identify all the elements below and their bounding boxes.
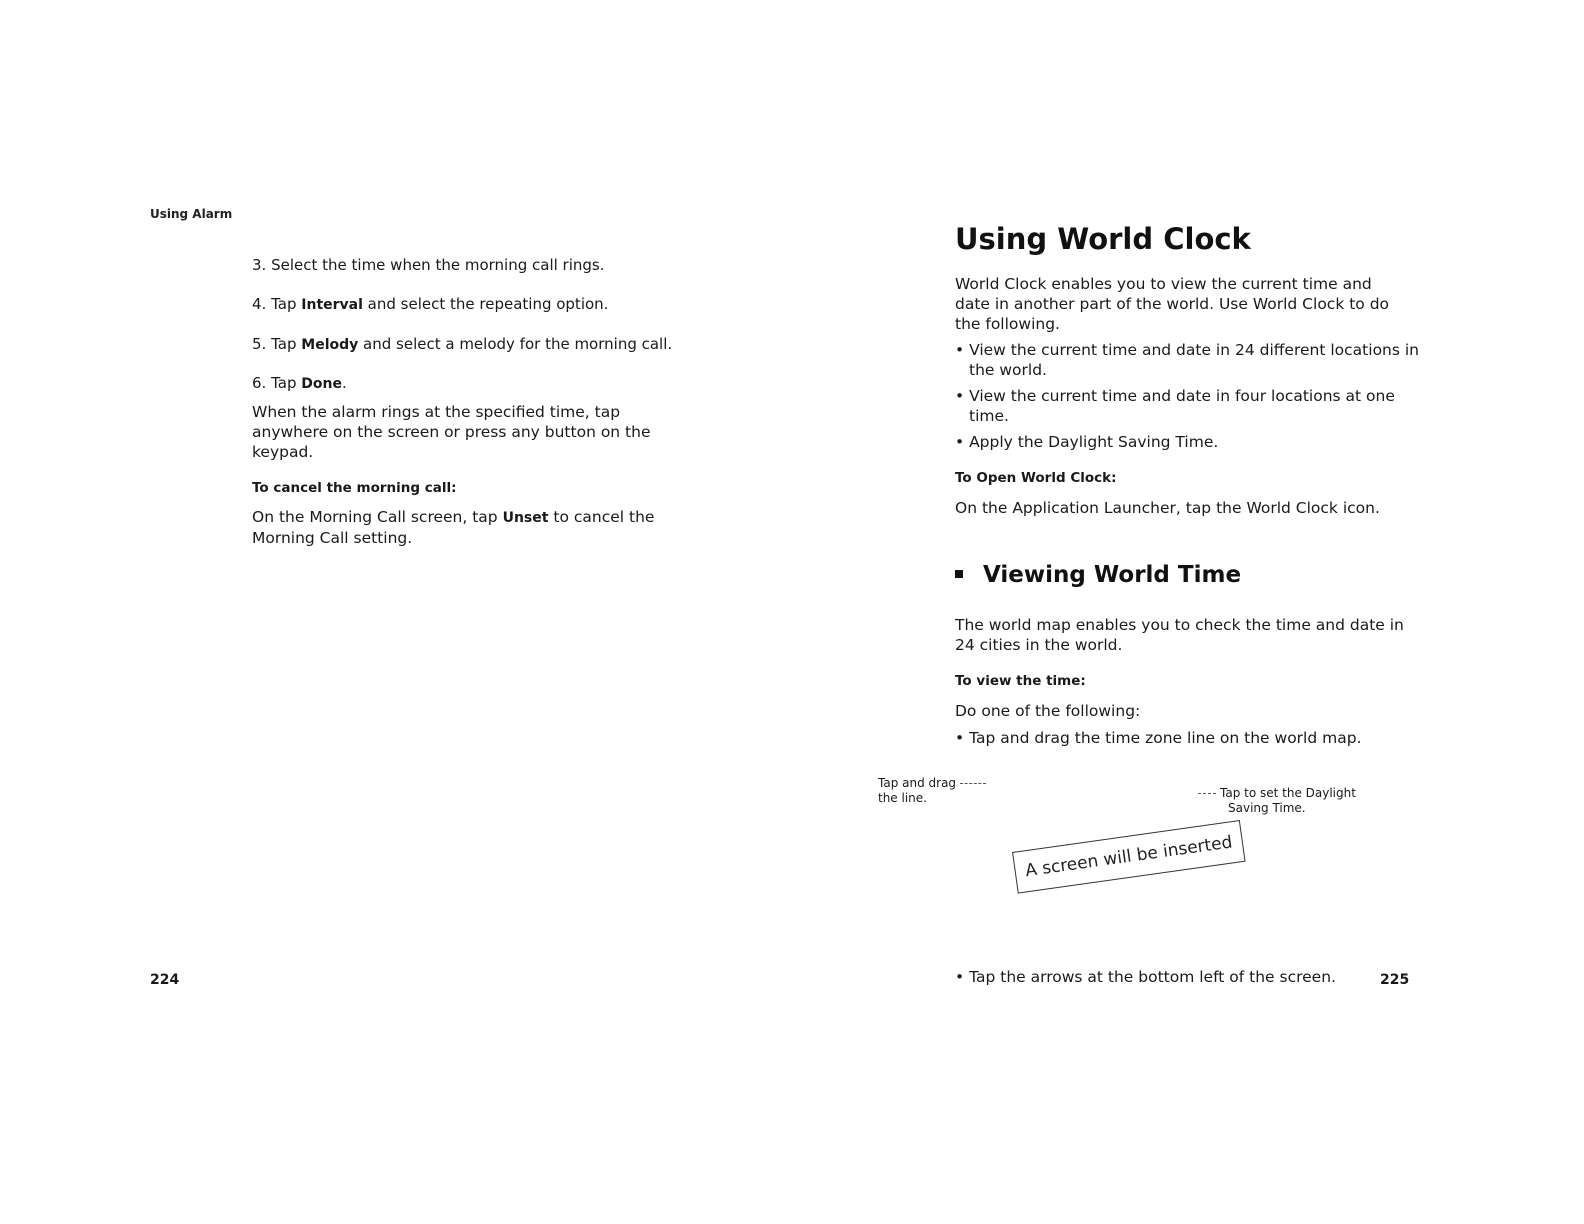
view-heading: To view the time:: [955, 673, 1086, 689]
step-text: Tap: [271, 295, 302, 313]
step-keyword: Melody: [301, 337, 359, 353]
step-number: 6.: [252, 374, 267, 392]
screen-placeholder: A screen will be inserted: [1012, 820, 1246, 894]
leader-line: [960, 783, 986, 784]
bullet-text: View the current time and date in 24 different locations in the world.: [969, 341, 1420, 379]
step-number: 4.: [252, 295, 267, 313]
step-3: [252, 255, 605, 275]
intro-paragraph: World Clock enables you to view the current time and date in another part of the world. Use World Clock to do the following.: [955, 275, 1390, 333]
step-text: Tap: [271, 335, 302, 353]
step-keyword: Interval: [301, 297, 363, 313]
step-text: Select the time when the morning call rings.: [271, 256, 605, 274]
step-text-end: and select a melody for the morning call.: [358, 335, 673, 353]
callout-drag-line: [878, 776, 990, 806]
section-title: [955, 562, 1241, 588]
bullet-item: • Tap the arrows at the bottom left of the screen.: [955, 968, 1336, 986]
cancel-paragraph: [252, 507, 692, 548]
step-keyword: Done: [301, 376, 342, 392]
bullet-item: • View the current time and date in 24 different locations in the world.: [955, 341, 1420, 379]
open-heading: To Open World Clock:: [955, 470, 1117, 486]
step-text: Tap: [271, 374, 302, 392]
bullet-item: • Tap and drag the time zone line on the world map.: [955, 729, 1362, 747]
callout-text: Tap and drag: [878, 776, 957, 790]
alarm-paragraph: When the alarm rings at the specified time, tap anywhere on the screen or press any button on the keypad.: [252, 403, 651, 461]
page-title: Using World Clock: [955, 222, 1251, 256]
square-bullet-icon: [955, 570, 963, 578]
section-header: Using Alarm: [150, 207, 233, 221]
leader-line: [1198, 793, 1216, 794]
bullet-text: Apply the Daylight Saving Time.: [969, 433, 1219, 451]
callout-daylight: [1198, 786, 1356, 816]
callout-text: Saving Time.: [1228, 801, 1306, 815]
unset-keyword: Unset: [502, 510, 549, 526]
cancel-text-end: to cancel the Morning Call setting.: [252, 508, 655, 547]
do-one-text: Do one of the following:: [955, 702, 1141, 720]
step-text-end: and select the repeating option.: [362, 295, 609, 313]
section-title-text: Viewing World Time: [983, 562, 1242, 588]
page-number-right: 225: [1380, 972, 1410, 988]
cancel-heading: To cancel the morning call:: [252, 480, 457, 496]
open-instructions: On the Application Launcher, tap the World Clock icon.: [955, 499, 1380, 517]
step-6: [252, 373, 347, 394]
step-text-end: .: [341, 374, 347, 392]
step-5: [252, 334, 672, 355]
bullet-text: Tap the arrows at the bottom left of the screen.: [969, 968, 1336, 986]
bullet-item: • View the current time and date in four locations at one time.: [955, 387, 1395, 425]
cancel-text: On the Morning Call screen, tap: [252, 508, 503, 526]
bullet-text: Tap and drag the time zone line on the world map.: [969, 729, 1362, 747]
bullet-text: View the current time and date in four locations at one time.: [969, 387, 1395, 425]
callout-text: Tap to set the Daylight: [1220, 786, 1356, 800]
step-number: 5.: [252, 335, 267, 353]
bullet-item: • Apply the Daylight Saving Time.: [955, 433, 1219, 451]
callout-text: the line.: [878, 791, 927, 805]
step-4: [252, 294, 608, 315]
step-number: 3.: [252, 256, 267, 274]
page-number-left: 224: [150, 972, 180, 988]
map-paragraph: The world map enables you to check the time and date in 24 cities in the world.: [955, 616, 1404, 654]
